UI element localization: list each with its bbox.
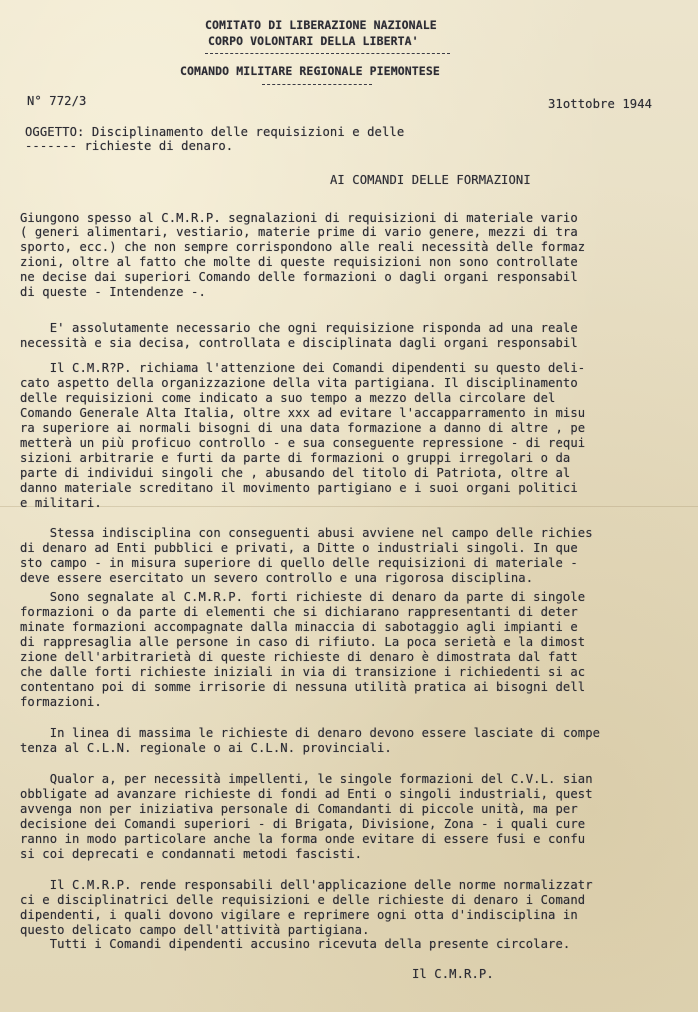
text-line: obbligate ad avanzare richieste di fondi ad Enti o singoli industriali, quest	[20, 787, 593, 801]
text-line: minate formazioni accompagnate dalla minaccia di sabotaggio agli impianti e	[20, 620, 578, 634]
text-line: sizioni arbitrarie e furti da parte di formazioni o gruppi irregolari o da	[20, 451, 571, 465]
text-line: zione dell'arbitrarietà di queste richieste di denaro è dimostrata dal fatt	[20, 650, 578, 664]
text-line: dipendenti, i quali dovono vigilare e reprimere ogni otta d'indisciplina in	[20, 908, 578, 922]
text-line: formazioni o da parte di elementi che si dichiarano rappresentanti di deter	[20, 605, 578, 619]
text-line: Il C.M.R.P. rende responsabili dell'applicazione delle norme normalizzatr	[20, 878, 593, 892]
text-line: parte di individui singoli che , abusando del titolo di Patriota, oltre al	[20, 466, 571, 480]
text-line: In linea di massima le richieste di denaro devono essere lasciate di compe	[20, 726, 601, 740]
paper-crease	[0, 506, 698, 507]
protocol-number: N° 772/3	[27, 94, 87, 108]
text-line: delle requisizioni come indicato a suo tempo a mezzo della circolare del	[20, 391, 556, 405]
header-separator-1	[205, 53, 450, 54]
signature: Il C.M.R.P.	[412, 967, 494, 981]
text-line: avvenga non per iniziativa personale di Comandanti di piccole unità, ma per	[20, 802, 578, 816]
text-line: e militari.	[20, 496, 102, 510]
text-line: deve essere esercitato un severo controllo e una rigorosa disciplina.	[20, 571, 534, 585]
text-line: di denaro ad Enti pubblici e privati, a Ditte o industriali singoli. In que	[20, 541, 578, 555]
document-date: 31ottobre 1944	[548, 97, 653, 111]
header-line-2: CORPO VOLONTARI DELLA LIBERTA'	[208, 34, 419, 48]
text-line: si coi deprecati e condannati metodi fascisti.	[20, 847, 363, 861]
text-line: ( generi alimentari, vestiario, materie prime di vario genere, mezzi di tra	[20, 225, 578, 239]
text-line: decisione dei Comandi superiori - di Brigata, Divisione, Zona - i quali cure	[20, 817, 586, 831]
addressee: AI COMANDI DELLE FORMAZIONI	[330, 173, 531, 187]
subject-line-2: ------- richieste di denaro.	[25, 139, 234, 153]
text-line: ra superiore ai normali bisogni di una data formazione a danno di altre , pe	[20, 421, 586, 435]
text-line: Giungono spesso al C.M.R.P. segnalazioni di requisizioni di materiale vario	[20, 211, 578, 225]
text-line: ci e disciplinatrici delle requisizioni e delle richieste di denaro i Comand	[20, 893, 586, 907]
text-line: metterà un più proficuo controllo - e sua conseguente repressione - di requi	[20, 436, 586, 450]
text-line: zioni, oltre al fatto che molte di queste requisizioni non sono controllate	[20, 255, 578, 269]
text-line: ranno in modo particolare anche la forma onde evitare di essere fusi e confu	[20, 832, 586, 846]
header-line-1: COMITATO DI LIBERAZIONE NAZIONALE	[205, 18, 437, 32]
text-line: questo delicato campo dell'attività partigiana.	[20, 923, 370, 937]
text-line: di rappresaglia alle persone in caso di rifiuto. La poca serietà e la dimost	[20, 635, 586, 649]
text-line: Stessa indisciplina con conseguenti abusi avviene nel campo delle richies	[20, 526, 593, 540]
subject-line-1: OGGETTO: Disciplinamento delle requisizioni e delle	[25, 125, 405, 139]
header-line-3: COMANDO MILITARE REGIONALE PIEMONTESE	[180, 64, 440, 78]
text-line: Il C.M.R?P. richiama l'attenzione dei Comandi dipendenti su questo deli-	[20, 361, 586, 375]
text-line: Comando Generale Alta Italia, oltre xxx ad evitare l'accapparramento in misu	[20, 406, 586, 420]
text-line: che dalle forti richieste iniziali in via di transizione i richiedenti si ac	[20, 665, 586, 679]
text-line: di queste - Intendenze -.	[20, 285, 206, 299]
text-line: sporto, ecc.) che non sempre corrispondono alle reali necessità delle formaz	[20, 240, 586, 254]
text-line: necessità e sia decisa, controllata e disciplinata dagli organi responsabil	[20, 336, 578, 350]
text-line: sto campo - in misura superiore di quello delle requisizioni di materiale -	[20, 556, 578, 570]
text-line: tenza al C.L.N. regionale o ai C.L.N. provinciali.	[20, 741, 392, 755]
text-line: Sono segnalate al C.M.R.P. forti richieste di denaro da parte di singole	[20, 590, 586, 604]
text-line: ne decise dai superiori Comando delle formazioni o dagli organi responsabil	[20, 270, 578, 284]
text-line: Qualor a, per necessità impellenti, le singole formazioni del C.V.L. sian	[20, 772, 593, 786]
text-line: E' assolutamente necessario che ogni requisizione risponda ad una reale	[20, 321, 578, 335]
text-line: formazioni.	[20, 695, 102, 709]
text-line: Tutti i Comandi dipendenti accusino ricevuta della presente circolare.	[20, 937, 571, 951]
text-line: cato aspetto della organizzazione della vita partigiana. Il disciplinamento	[20, 376, 578, 390]
header-separator-2	[262, 84, 372, 85]
text-line: contentano poi di somme irrisorie di nessuna utilità pratica ai bisogni dell	[20, 680, 586, 694]
text-line: danno materiale screditano il movimento partigiano e i suoi organi politici	[20, 481, 578, 495]
